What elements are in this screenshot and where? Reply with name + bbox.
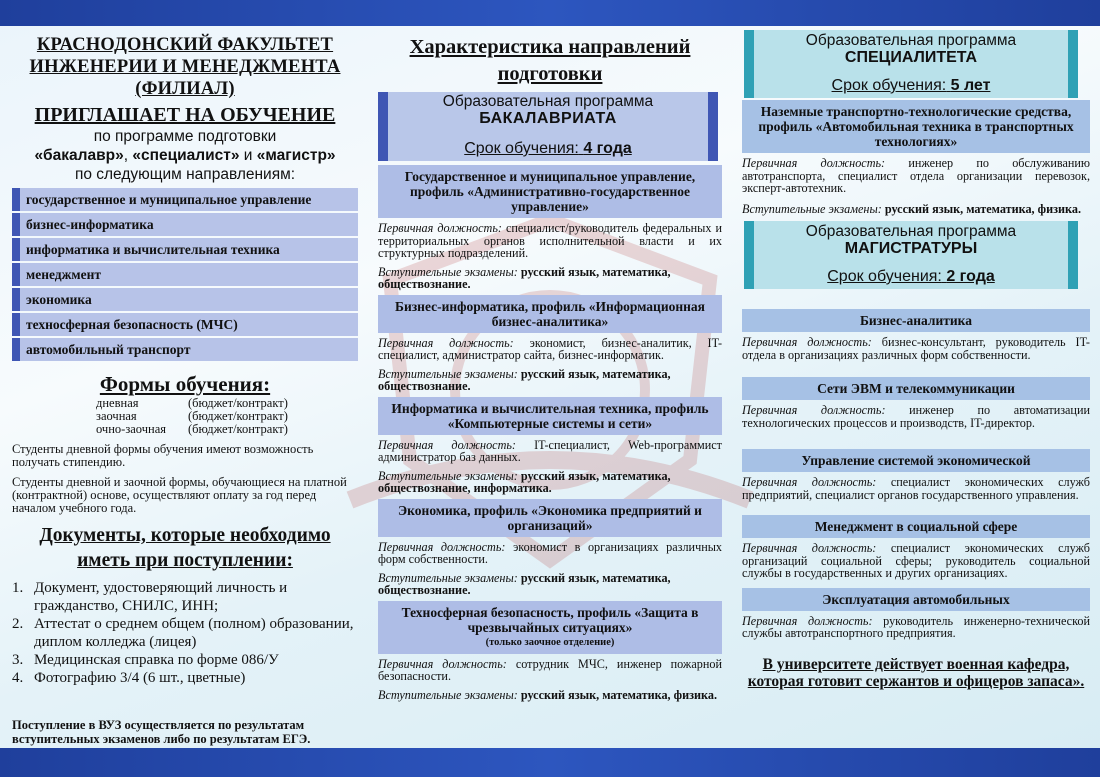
- degrees-line: «бакалавр», «специалист» и «магистр»: [34, 147, 336, 164]
- master-spec-position: [742, 615, 1090, 640]
- direction-item: информатика и вычислительная техника: [12, 238, 358, 261]
- document-text: Фотографию 3/4 (6 шт., цветные): [34, 670, 246, 686]
- degree-and: и: [243, 147, 253, 164]
- exams-label: Вступительные экзамены:: [742, 201, 882, 216]
- bachelor-program-box: [378, 92, 718, 161]
- exams-text: русский язык, математика, физика.: [520, 687, 717, 702]
- spec-exams: [742, 203, 1090, 216]
- spec-head-text: Техносферная безопасность, профиль «Защита в чрезвычайных ситуациях»: [401, 604, 699, 635]
- exams-label: Вступительные экзамены:: [378, 366, 518, 381]
- position-label: Первичная должность:: [742, 541, 877, 555]
- degree-master: «магистр»: [256, 147, 336, 164]
- directions-list: [12, 188, 358, 361]
- master-spec-position: [742, 476, 1090, 501]
- master-spec-head: Бизнес-аналитика: [742, 309, 1090, 332]
- form-name: очно-заочная: [96, 422, 167, 436]
- program-label: Образовательная программа: [442, 93, 654, 110]
- position-label: Первичная должность:: [742, 613, 873, 628]
- faculty-title-line: ИНЖЕНЕРИИ И МЕНЕДЖМЕНТА: [29, 57, 341, 77]
- exams-text: русский язык, математика, обществознание.: [378, 366, 671, 393]
- spec-position: [378, 541, 722, 566]
- direction-item: менеджмент: [12, 263, 358, 286]
- master-spec-position: [742, 542, 1090, 580]
- left-column: [12, 34, 358, 687]
- position-text: сотрудник МЧС, инженер пожарной безопасности.: [378, 656, 722, 683]
- spec-position: [378, 439, 722, 464]
- exams-text: русский язык, математика, обществознание.: [378, 570, 671, 597]
- program-name: БАКАЛАВРИАТА: [479, 110, 617, 127]
- spec-position: [378, 658, 722, 683]
- forms-list: [96, 397, 358, 436]
- spec-position: [378, 222, 722, 260]
- position-label: Первичная должность:: [378, 539, 506, 554]
- term-label: Срок обучения:: [464, 140, 579, 157]
- spec-exams: [378, 368, 722, 393]
- invite-heading: ПРИГЛАШАЕТ НА ОБУЧЕНИЕ: [34, 104, 336, 126]
- document-text: Медицинская справка по форме 086/У: [34, 652, 279, 668]
- form-item: [96, 423, 358, 436]
- direction-item: техносферная безопасность (МЧС): [12, 313, 358, 336]
- spec-block: [378, 295, 722, 393]
- spec-head: Государственное и муниципальное управление, профиль «Административно-государственное управление»: [378, 165, 722, 218]
- characteristics-title-line: подготовки: [497, 63, 603, 85]
- position-text: инженер по автоматизации технологических процессов и производств, IT-директор.: [742, 403, 1091, 430]
- exams-label: Вступительные экзамены:: [378, 687, 518, 702]
- exams-label: Вступительные экзамены:: [378, 468, 518, 483]
- document-number: 3.: [12, 652, 24, 668]
- military-department-note: [742, 656, 1090, 690]
- faculty-title-line: КРАСНОДОНСКИЙ ФАКУЛЬТЕТ: [36, 35, 334, 55]
- spec-block: [378, 165, 722, 291]
- exams-text: русский язык, математика, физика.: [884, 201, 1081, 216]
- form-type: (бюджет/контракт): [188, 422, 288, 436]
- spec-exams: [378, 572, 722, 597]
- position-text: бизнес-консультант, руководитель IT-отдела в организациях различных форм собственности.: [742, 335, 1090, 362]
- position-text: специалист экономических служб организаций социальной сферы; руководитель социальной службы в государственных и других организациях.: [742, 541, 1090, 580]
- document-item: [12, 615, 358, 651]
- documents-title-line: Документы, которые необходимо: [39, 525, 331, 546]
- spec-head: [378, 601, 722, 654]
- military-note-line: В университете действует военная кафедра,: [762, 655, 1070, 673]
- document-item: [12, 669, 358, 687]
- characteristics-title: [378, 34, 722, 88]
- master-spec-head: Управление системой экономической: [742, 449, 1090, 472]
- spec-exams: [378, 266, 722, 291]
- degree-bachelor: «бакалавр»: [34, 147, 124, 164]
- position-text: экономист, бизнес-аналитик, IT-специалист, администратор сайта, бизнес-информатик.: [378, 335, 722, 362]
- characteristics-title-line: Характеристика направлений: [409, 36, 691, 58]
- position-label: Первичная должность:: [378, 656, 507, 671]
- master-term: [754, 268, 1068, 286]
- master-spec-head: Менеджмент в социальной сфере: [742, 515, 1090, 538]
- position-text: экономист в организациях различных форм собственности.: [378, 539, 723, 566]
- program-label: Образовательная программа: [805, 32, 1017, 49]
- direction-item: бизнес-информатика: [12, 213, 358, 236]
- documents-list: [12, 579, 358, 687]
- position-label: Первичная должность:: [378, 437, 516, 452]
- exams-label: Вступительные экзамены:: [378, 264, 518, 279]
- spec-head: Бизнес-информатика, профиль «Информационная бизнес-аналитика»: [378, 295, 722, 333]
- position-label: Первичная должность:: [742, 475, 877, 489]
- spec-position: [378, 337, 722, 362]
- documents-title-line: иметь при поступлении:: [77, 550, 293, 571]
- spec-position: [742, 157, 1090, 195]
- bottom-band: [0, 748, 1100, 777]
- exams-label: Вступительные экзамены:: [378, 570, 518, 585]
- stipend-note: Студенты дневной формы обучения имеют возможность получать стипендию.: [12, 442, 314, 469]
- program-line: по программе подготовки: [93, 128, 277, 145]
- degree-specialist: «специалист»: [132, 147, 240, 164]
- form-name: заочная: [96, 409, 137, 423]
- direction-item: экономика: [12, 288, 358, 311]
- faculty-title-line: (ФИЛИАЛ): [135, 79, 235, 99]
- document-item: [12, 651, 358, 669]
- master-spec-position: [742, 404, 1090, 429]
- spec-head: Экономика, профиль «Экономика предприятий и организаций»: [378, 499, 722, 537]
- program-name: СПЕЦИАЛИТЕТА: [844, 49, 978, 66]
- form-type: (бюджет/контракт): [188, 409, 288, 423]
- bachelor-term: [388, 140, 708, 158]
- specialist-program-box: [744, 30, 1078, 98]
- specialist-term: [754, 77, 1068, 95]
- master-spec-position: [742, 336, 1090, 361]
- document-number: 1.: [12, 580, 24, 596]
- military-note-line: которая готовит сержантов и офицеров запаса».: [747, 672, 1085, 690]
- exams-text: русский язык, математика, обществознание, информатика.: [378, 468, 671, 495]
- forms-title: Формы обучения:: [99, 372, 271, 396]
- term-label: Срок обучения:: [827, 268, 942, 285]
- direction-item: государственное и муниципальное управление: [12, 188, 358, 211]
- position-label: Первичная должность:: [742, 156, 886, 170]
- program-name: МАГИСТРАТУРЫ: [844, 240, 978, 257]
- spec-exams: [378, 689, 722, 702]
- position-label: Первичная должность:: [378, 221, 502, 235]
- directions-line: по следующим направлениям:: [74, 166, 296, 183]
- position-text: специалист/руководитель федеральных и территориальных органов исполнительной власти и их структурных подразделений.: [378, 221, 723, 260]
- document-text: Документ, удостоверяющий личность и гражданство, СНИЛС, ИНН;: [34, 580, 288, 614]
- exams-text: русский язык, математика, обществознание.: [378, 264, 671, 291]
- position-label: Первичная должность:: [378, 335, 514, 350]
- right-column: [742, 30, 1090, 690]
- top-band: [0, 0, 1100, 26]
- master-spec-head: Сети ЭВМ и телекоммуникации: [742, 377, 1090, 400]
- faculty-title: [12, 34, 358, 100]
- term-value: 5 лет: [950, 77, 991, 94]
- payment-note: Студенты дневной и заочной формы, обучающиеся на платной (контрактной) основе, осуществляют оплату за год перед началом учебного года.: [12, 475, 347, 515]
- master-spec-head: Эксплуатация автомобильных: [742, 588, 1090, 611]
- term-value: 4 года: [583, 140, 632, 157]
- document-item: [12, 579, 358, 615]
- document-text: Аттестат о среднем общем (полном) образовании, диплом колледжа (лицея): [34, 616, 354, 650]
- form-name: дневная: [96, 396, 139, 410]
- middle-column: [378, 34, 722, 701]
- term-label: Срок обучения:: [831, 77, 947, 94]
- position-text: IT-специалист, Web-программист администратор баз данных.: [378, 437, 722, 464]
- documents-title: [12, 523, 358, 573]
- term-value: 2 года: [946, 268, 995, 285]
- direction-item: автомобильный транспорт: [12, 338, 358, 361]
- master-program-box: [744, 221, 1078, 289]
- admission-footnote: Поступление в ВУЗ осуществляется по результатам вступительных экзаменов либо по результатам ЕГЭ.: [12, 718, 311, 746]
- spec-head-sub: (только заочное отделение): [485, 636, 615, 648]
- document-number: 2.: [12, 616, 24, 632]
- spec-head: Информатика и вычислительная техника, профиль «Компьютерные системы и сети»: [378, 397, 722, 435]
- position-text: руководитель инженерно-технической службы автотранспортного предприятия.: [742, 613, 1091, 640]
- spec-block: [378, 397, 722, 495]
- spec-block: [378, 601, 722, 702]
- position-text: специалист экономических служб предприятий, специалист органов государственного управления.: [742, 475, 1090, 502]
- document-number: 4.: [12, 670, 24, 686]
- position-label: Первичная должность:: [742, 335, 872, 349]
- spec-head: Наземные транспортно-технологические средства, профиль «Автомобильная техника в транспортных технологиях»: [742, 100, 1090, 153]
- position-label: Первичная должность:: [742, 403, 886, 417]
- spec-block: [378, 499, 722, 597]
- program-label: Образовательная программа: [805, 223, 1017, 240]
- form-type: (бюджет/контракт): [188, 396, 288, 410]
- position-text: инженер по обслуживанию автотранспорта, специалист отдела организации перевозок, эксперт-автотехник.: [742, 156, 1091, 195]
- spec-exams: [378, 470, 722, 495]
